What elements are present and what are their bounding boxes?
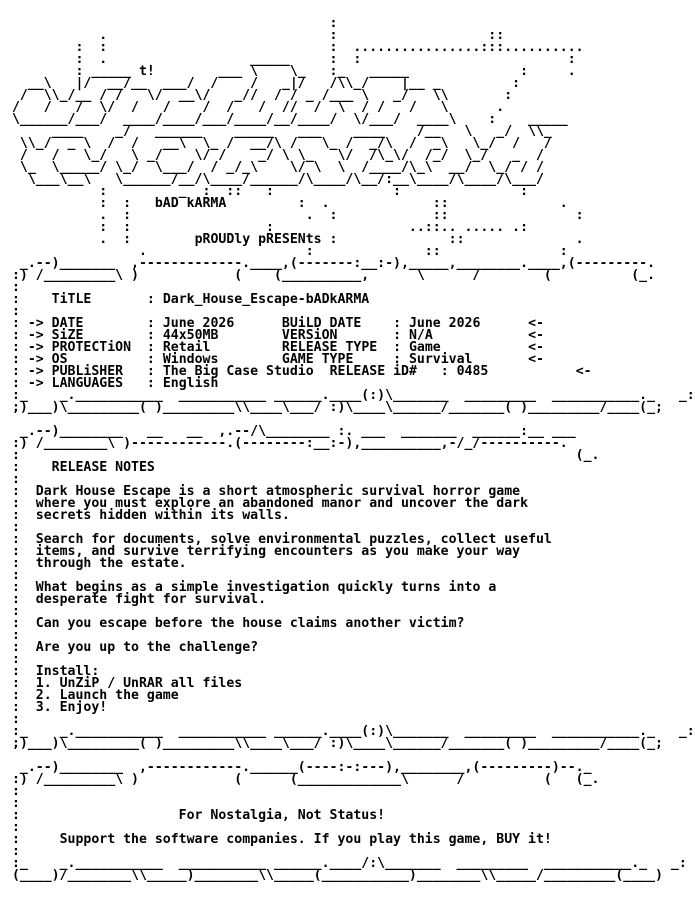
protection-value: Retail <box>162 340 211 355</box>
notes-line: secrets hidden within its walls. <box>35 508 290 523</box>
notes-line: items, and survive terrifying encounters as you make your way <box>35 544 521 559</box>
title-value: Dark_House_Escape-bADkARMA <box>162 292 370 307</box>
os-label: OS <box>51 352 68 367</box>
logo-art: : . : :: : : : ................:::.......... : . _____ : : : : _____ t! ___ \ \_ :_ _____ : . __\ |/ __/__ ___/ / / _|/ /\\_/ |__ _ : / \\_/__ / / \/ __\/ _// / / _ /___ \ _/ \\ : / / / \/ / / / / / // / \ / / / \ . \______/___/ ____/____/___/____/__/____/ \/___/ ____\ : _____ ____ _/ ______ _____ ___ ____ /__ \ _/ \\_ \\_/ _ \ / / __\ \_ / __/\ / \_ / _/\ / _\ \_/ / / / / \_/ \ _/ \/ / _/ \ \_ \/ /\_\/ /_/ \_/ _ / \_ \_____/ \_/ \___/ / _/_\ \/ \ \ /____/\_\ __/ \_/ / / \___\__\ \______/__/\____/______/\____/\__/:__\____/\____/\___/ : _ : :: : : : : : bAD kARMA : . :: . . : . : :: : : : : ..::.. ..... .: . : pROUDly pRESENts : :: . . : :: : <box>11 16 584 259</box>
footer-line-1: For Nostalgia, Not Status! <box>178 808 386 823</box>
publisher-label: PUBLiSHER <box>51 364 124 379</box>
release-notes-box: _.--)________ __ __ ,.--/\________ :. ___ _______ ______:__ ___ :) /________\ )------------.(--------:__:-),__________,-/_/----------. : (_. : RELEASE NOTES : : Dark House Escape is a short atmospheric survival horror game : where you must explore an abandoned manor and uncover the dark : secrets hidden within its walls. : : Search for documents, solve environmental puzzles, collect useful : items, and survive terrifying encounters as you make your way : through the estate. : : What begins as a simple investigation quickly turns into a : desperate fight for survival. : : Can you escape before the house claims another victim? : : Are you up to the challenge? : : Install: : 1. UnZiP / UnRAR all files : 2. Launch the game : 3. Enjoy! : :_ _.___________ ___________ ______.____(:)\_______ _________ ___________._ _: ;)___)\_________( )_________\\____\___/ :)\____\______/_______( )_________/____(_; <box>11 424 695 751</box>
release-notes-heading: RELEASE NOTES <box>51 460 155 475</box>
build-date-value: June 2026 <box>408 316 481 331</box>
publisher-value: The Big Case Studio <box>162 364 314 379</box>
release-type-value: Game <box>408 340 441 355</box>
game-type-value: Survival <box>408 352 473 367</box>
notes-line: Are you up to the challenge? <box>35 640 259 655</box>
os-value: Windows <box>162 352 219 367</box>
release-type-label: RELEASE TYPE <box>281 340 378 355</box>
nfo-document <box>4 18 695 882</box>
notes-line: through the estate. <box>35 556 187 571</box>
game-type-label: GAME TYPE <box>281 352 354 367</box>
size-value: 44x50MB <box>162 328 219 343</box>
title-label: TiTLE <box>51 292 92 307</box>
languages-label: LANGUAGES <box>51 376 124 391</box>
date-value: June 2026 <box>162 316 235 331</box>
install-step: 3. Enjoy! <box>35 700 108 715</box>
release-id-value: 0485 <box>456 364 489 379</box>
version-value: N/A <box>408 328 433 343</box>
release-id-label: RELEASE iD# <box>329 364 417 379</box>
footer-line-2: Support the software companies. If you play this game, BUY it! <box>59 832 552 847</box>
notes-line: Search for documents, solve environmental puzzles, collect useful <box>35 532 552 547</box>
install-step: 2. Launch the game <box>35 688 179 703</box>
notes-line: Dark House Escape is a short atmospheric survival horror game <box>35 484 521 499</box>
footer-box: _.--)________ ,------------.______(----:-:---),________,(---------)--._ :) /_________\ ) ( (_____________\ / ( (_. : : : For Nostalgia, Not Status! : : Support the software companies. If you play this game, BUY it! : :_ _.___________ ___________ ______.____/:\_______ _________ ___________._ _: (____)/________\\_____)________\\_____(___________)________\\_____/_________(____) <box>11 760 687 883</box>
notes-line: Can you escape before the house claims another victim? <box>35 616 465 631</box>
group-name: bAD kARMA <box>154 196 227 211</box>
notes-line: What begins as a simple investigation quickly turns into a <box>35 580 497 595</box>
install-heading: Install: <box>35 664 100 679</box>
size-label: SiZE <box>51 328 84 343</box>
version-label: VERSiON <box>281 328 338 343</box>
tagline: pROUDly pRESENts <box>194 232 322 247</box>
notes-line: where you must explore an abandoned manor and uncover the dark <box>35 496 529 511</box>
protection-label: PROTECTiON <box>51 340 132 355</box>
install-step: 1. UnZiP / UnRAR all files <box>35 676 243 691</box>
notes-line: desperate fight for survival. <box>35 592 267 607</box>
date-label: DATE <box>51 316 84 331</box>
languages-value: English <box>162 376 219 391</box>
info-box: _.--)_______ ,-------------.____,(-------:__:-),_____,________.____,(---------. :) /_________\ ) ( (__________, \ / ( (_. : : TiTLE : Dark_House_Escape-bADkARMA : : -> DATE : June 2026 BUiLD DATE : June 2026 <- : -> SiZE : 44x50MB VERSiON : N/A <- : -> PROTECTiON : Retail RELEASE TYPE : Game <- : -> OS : Windows GAME TYPE : Survival <- : -> PUBLiSHER : The Big Case Studio RELEASE iD# : 0485 <- : -> LANGUAGES : English :_ _.___________ ___________ ______.____(:)\_______ _________ ___________._ _: ;)___)\_________( )_________\\____\___/ :)\____\______/_______( )_________/____(_; <box>11 256 695 415</box>
build-date-label: BUiLD DATE <box>281 316 362 331</box>
